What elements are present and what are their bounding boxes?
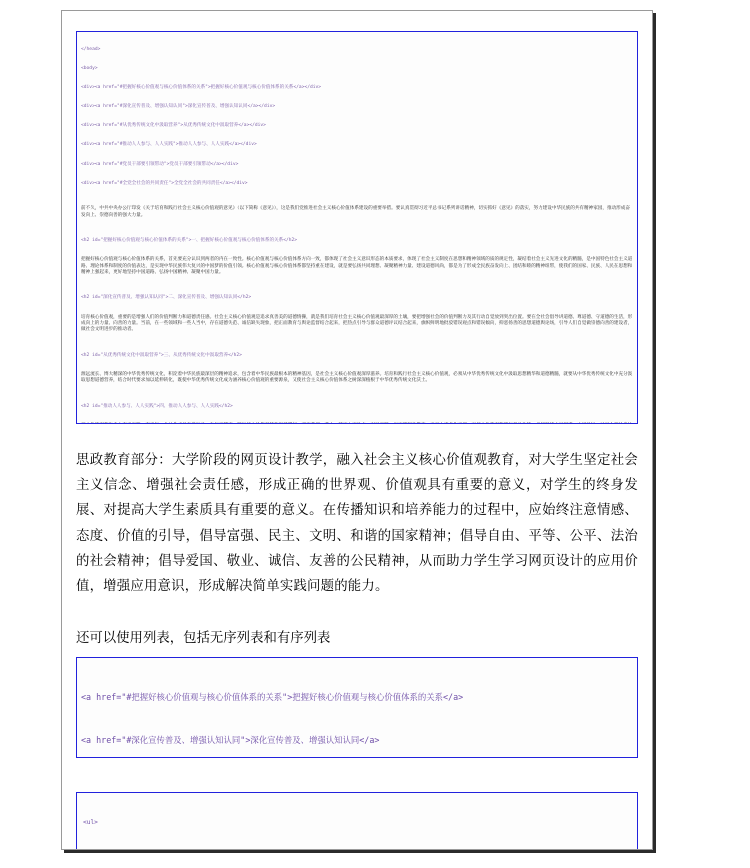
code-heading-line: <h2 id="推动人人参与、人人实践">四、推动人人参与、人人实践</h2> (81, 403, 233, 409)
code-line: <div><a href="#全党全社会的共同责任">全党全社会的共同责任</a></div> (81, 180, 248, 186)
code-block-unordered-list[interactable] (76, 792, 638, 850)
code-line: <ul> (83, 819, 98, 827)
prose-paragraph-ideological-education: 思政教育部分：大学阶段的网页设计教学，融入社会主义核心价值观教育，对大学生坚定社会主义信念、增强社会责任感，形成正确的世界观、价值观具有重要的意义，对学生的终身发展、对提高大学生素质具有重要的意义。在传播知识和培养能力的过程中，应始终注意情感、态度、价值的引导，倡导富强、民主、文明、和谐的国家精神；倡导自由、平等、公平、法治的社会精神；倡导爱国、敬业、诚信、友善的公民精神，从而助力学生学习网页设计的应用价值，增强应用意识，形成解决简单实践问题的能力。 (76, 453, 638, 595)
code-prose-intro: 前不久，中共中央办公厅印发《关于培育和践行社会主义核心价值观的意见》（以下简称《意见》），这是我们党推进社会主义核心价值体系建设的重要举措。要认真贯彻习近平总书记系列讲话精神，切实抓好《意见》的落实，努力建设中华民族的共有精神家园，推动形成奋发向上、崇德向善的强大力量。 (81, 206, 630, 218)
spacer (76, 599, 638, 629)
code-line: </head> (81, 46, 101, 52)
code-heading-line: <h2 id="从优秀传统文化中汲取营养">三、从优秀传统文化中汲取营养</h2> (81, 352, 242, 358)
code-heading-line: <h2 id="深化宣传普及、增强认知认同">二、深化宣传普及、增强认知认同</h2> (81, 295, 252, 301)
prose-heading-lists: 还可以使用列表，包括无序列表和有序列表 (76, 631, 331, 647)
document-page-content (62, 11, 652, 849)
code-line: <body> (81, 65, 98, 71)
spacer (76, 649, 638, 657)
spacer (76, 424, 638, 448)
code-section-body: 把握好核心价值观与核心价值体系的关系，首先要充分认识到两者的内在一致性。核心价值观与核心价值体系方向一致，都体现了社会主义意识形态的本质要求，体现了社会主义制度在思想和精神领域的质的规定性，凝结着社会主义先进文化的精髓，是中国特色社会主义道路、理论体系和制度的价值表达，是实现中华民族伟大复兴的中国梦的价值引领。核心价值观与核心价值体系都坚持重在建设，就是要弘扬共同理想、凝聚精神力量、建设道德风尚，都是为了形成全民族奋发向上、团结和睦的精神纽带，使我们的国家、民族、人民在思想和精神上强起来，更好地坚持中国道路、弘扬中国精神、凝聚中国力量。 (81, 257, 633, 275)
code-section-body: 源远流长、博大精深的中华优秀传统文化，积淀着中华民族最深层的精神追求，包含着中华民族最根本的精神基因，是社会主义核心价值观深厚滋养。培育和践行社会主义核心价值观，必须从中华优秀传统文化中汲取思想精华和道德精髓，就要从中华优秀传统文化中充分汲取思想道德营养，结合时代要求加以延伸转化，既使中华优秀传统文化成为涵养核心价值观的重要源泉，又使社会主义核心价值体系之树深深植根于中华优秀传统文化沃土。 (81, 371, 633, 384)
spacer (76, 758, 638, 792)
code-block-html-source[interactable] (76, 31, 638, 424)
document-page (61, 10, 653, 850)
code-block-anchor-links[interactable] (76, 657, 638, 758)
code-heading-line: <h2 id="把握好核心价值观与核心价值体系的关系">一、把握好核心价值观与核心价值体系的关系</h2> (81, 238, 298, 243)
code-line: <div><a href="#推动人人参与、人人实践">推动人人参与、人人实践</a></div> (81, 142, 257, 148)
code-line: <div><a href="#把握好核心价值观与核心价值体系的关系">把握好核心价值观与核心价值体系的关系</a></div> (81, 85, 322, 90)
code-line: <div><a href="#深化宣传普及、增强认知认同">深化宣传普及、增强认知认同</a></div> (81, 104, 276, 110)
code-line: <div><a href="#党员干部要引领带动">党员干部要引领带动</a></div> (81, 161, 239, 167)
code-line: <a href="#深化宣传普及、增强认知认同">深化宣传普及、增强认知认同</a> (81, 734, 380, 745)
code-line: <div><a href="#从优秀传统文化中汲取营养">从优秀传统文化中汲取营养</a></div> (81, 123, 266, 129)
code-line: <a href="#把握好核心价值观与核心价值体系的关系">把握好核心价值观与核心价值体系的关系</a> (81, 691, 464, 702)
code-section-body: 培育核心价值观，重要的是增强人们的价值判断力和道德责任感。社会主义核心价值观是追求真善美的道德情操，就是我们培育社会主义核心价值观最深厚的土壤，要把增强社会的价值判断力及其行动自觉放到突出位置。要在全社会倡导讲道德、尊道德、守道德的生活，形成向上的力量、向善的力量。当前，在一些领域和一些人当中，存在道德失范、诚信缺失现象，把正面教育与舆论监督结合起来，把热点引导与群众道德评议结合起来，旗帜鲜明地批驳错误观点和错误倾向，抑恶扬善的思想道德舆论场，引导人们自觉做崇德向善的建设者，做社会文明进步的推动者。 (81, 314, 633, 333)
